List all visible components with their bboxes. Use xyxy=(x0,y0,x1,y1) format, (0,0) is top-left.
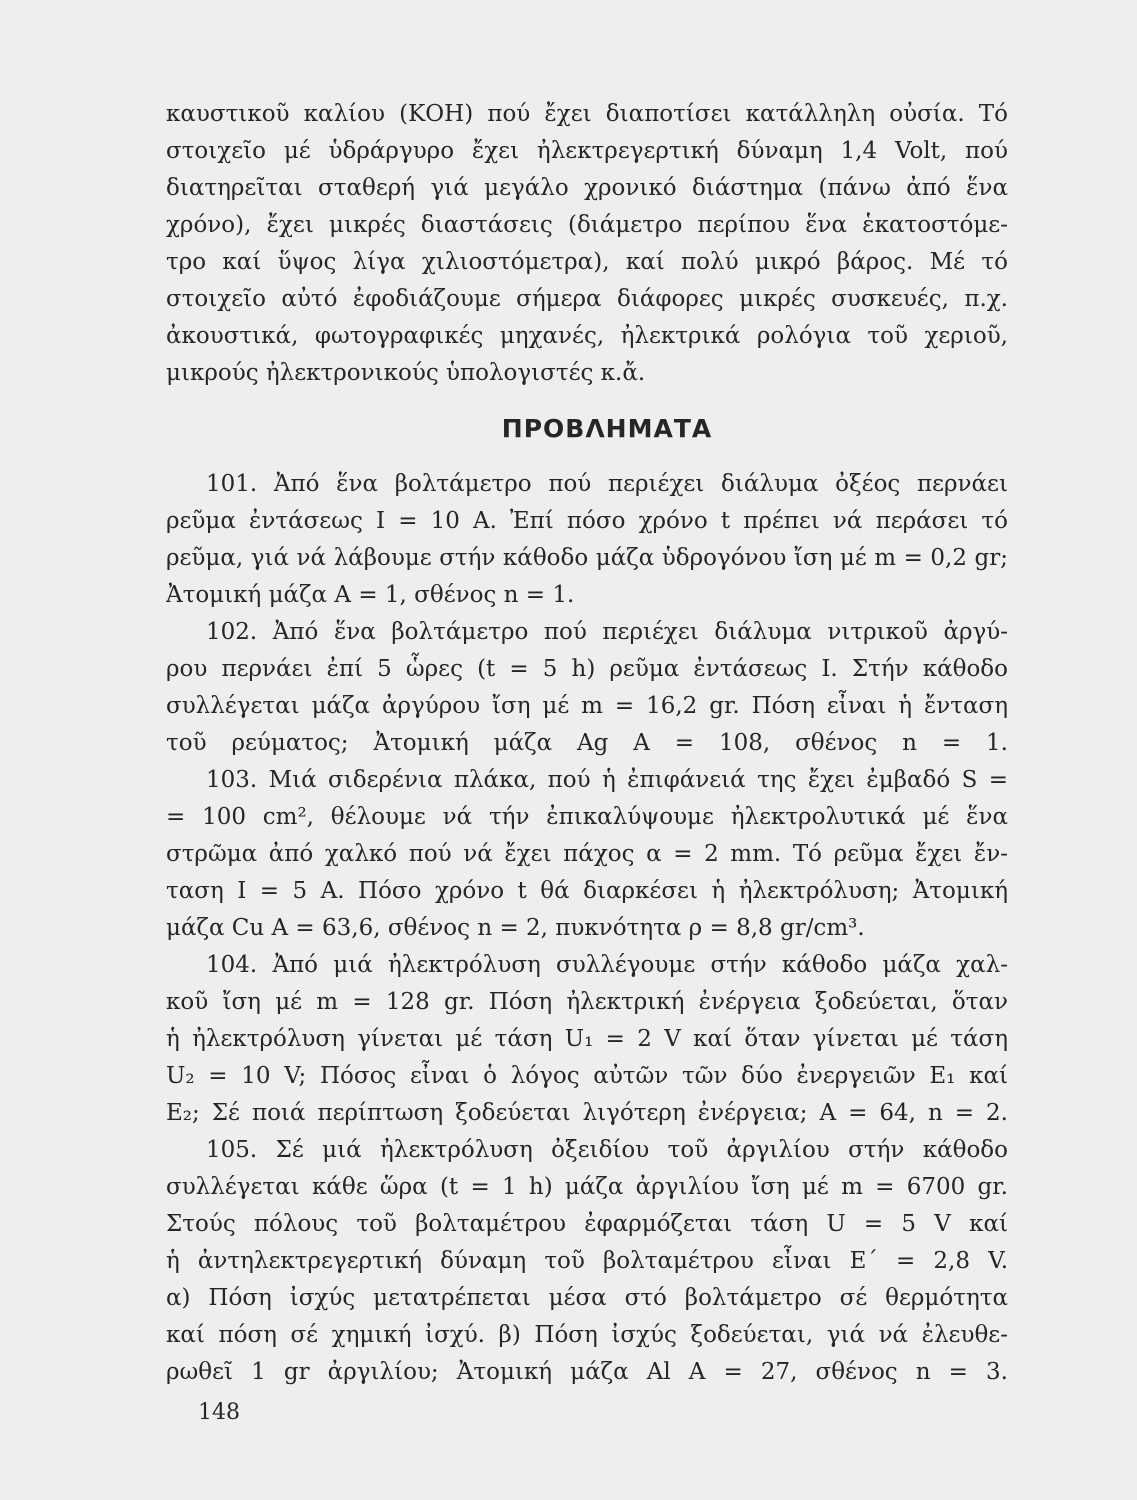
text-line: χρόνο), ἔχει μικρές διαστάσεις (διάμετρο περίπου ἕνα ἑκατοστόμε- xyxy=(166,212,1008,238)
problem-105 xyxy=(166,1132,1008,1391)
problem-102 xyxy=(166,614,1008,762)
text-line: μικρούς ἠλεκτρονικούς ὑπολογιστές κ.ἄ. xyxy=(166,360,646,386)
text-line: ρου περνάει ἐπί 5 ὧρες (t = 5 h) ρεῦμα ἐντάσεως I. Στήν κάθοδο xyxy=(166,656,1008,682)
text-line: 105. Σέ μιά ἠλεκτρόλυση ὀξειδίου τοῦ ἀργιλίου στήν κάθοδο xyxy=(206,1137,1008,1163)
text-line: συλλέγεται μάζα ἀργύρου ἴση μέ m = 16,2 gr. Πόση εἶναι ἡ ἔνταση xyxy=(166,693,1008,719)
text-line: ρεῦμα ἐντάσεως I = 10 A. Ἐπί πόσο χρόνο t πρέπει νά περάσει τό xyxy=(166,508,1008,534)
page-number: 148 xyxy=(198,1400,240,1425)
text-line: τοῦ ρεύματος; Ἀτομική μάζα Ag A = 108, σθένος n = 1. xyxy=(166,730,1008,756)
text-line: α) Πόση ἰσχύς μετατρέπεται μέσα στό βολτάμετρο σέ θερμότητα xyxy=(166,1285,1008,1311)
text-line: ρωθεῖ 1 gr ἀργιλίου; Ἀτομική μάζα Al A = 27, σθένος n = 3. xyxy=(166,1359,1008,1385)
intro-paragraph xyxy=(166,96,1008,392)
text-block xyxy=(166,96,1008,1391)
text-line: μάζα Cu A = 63,6, σθένος n = 2, πυκνότητα ρ = 8,8 gr/cm³. xyxy=(166,915,865,941)
text-line: στρῶμα ἀπό χαλκό πού νά ἔχει πάχος α = 2 mm. Τό ρεῦμα ἔχει ἔν- xyxy=(166,841,1008,867)
text-line: 103. Μιά σιδερένια πλάκα, πού ἡ ἐπιφάνειά της ἔχει ἐμβαδό S = xyxy=(206,767,1008,793)
text-line: ἡ ἀντηλεκτρεγερτική δύναμη τοῦ βολταμέτρου εἶναι E΄ = 2,8 V. xyxy=(166,1248,1008,1274)
text-line: Στούς πόλους τοῦ βολταμέτρου ἐφαρμόζεται τάση U = 5 V καί xyxy=(166,1211,1008,1237)
problem-104 xyxy=(166,947,1008,1132)
problem-101 xyxy=(166,466,1008,614)
text-line: ρεῦμα, γιά νά λάβουμε στήν κάθοδο μάζα ὑδρογόνου ἴση μέ m = 0,2 gr; xyxy=(166,545,1008,571)
text-line: τρο καί ὕψος λίγα χιλιοστόμετρα), καί πολύ μικρό βάρος. Μέ τό xyxy=(166,249,1008,275)
problem-103 xyxy=(166,762,1008,947)
text-line: ταση I = 5 A. Πόσο χρόνο t θά διαρκέσει ἡ ἠλεκτρόλυση; Ἀτομική xyxy=(166,878,1008,904)
text-line: 104. Ἀπό μιά ἠλεκτρόλυση συλλέγουμε στήν κάθοδο μάζα χαλ- xyxy=(206,952,1008,978)
section-heading: ΠΡΟΒΛΗΜΑΤΑ xyxy=(501,414,713,443)
text-line: καί πόση σέ χημική ἰσχύ. β) Πόση ἰσχύς ξοδεύεται, γιά νά ἐλευθε- xyxy=(166,1322,1008,1348)
text-line: U₂ = 10 V; Πόσος εἶναι ὁ λόγος αὐτῶν τῶν δύο ἐνεργειῶν E₁ καί xyxy=(166,1063,1008,1089)
text-line: κοῦ ἴση μέ m = 128 gr. Πόση ἠλεκτρική ἐνέργεια ξοδεύεται, ὅταν xyxy=(166,989,1008,1015)
text-line: = 100 cm², θέλουμε νά τήν ἐπικαλύψουμε ἠλεκτρολυτικά μέ ἕνα xyxy=(166,804,1008,830)
text-line: καυστικοῦ καλίου (ΚΟΗ) πού ἔχει διαποτίσει κατάλληλη οὐσία. Τό xyxy=(166,101,1008,127)
text-line: ἀκουστικά, φωτογραφικές μηχανές, ἠλεκτρικά ρολόγια τοῦ χεριοῦ, xyxy=(166,323,1008,349)
text-line: E₂; Σέ ποιά περίπτωση ξοδεύεται λιγότερη ἐνέργεια; A = 64, n = 2. xyxy=(166,1100,1008,1126)
text-line: στοιχεῖο μέ ὑδράργυρο ἔχει ἠλεκτρεγερτική δύναμη 1,4 Volt, πού xyxy=(166,138,1008,164)
text-line: 101. Ἀπό ἕνα βολτάμετρο πού περιέχει διάλυμα ὀξέος περνάει xyxy=(206,471,1008,497)
text-line: συλλέγεται κάθε ὥρα (t = 1 h) μάζα ἀργιλίου ἴση μέ m = 6700 gr. xyxy=(166,1174,1008,1200)
text-line: στοιχεῖο αὐτό ἐφοδιάζουμε σήμερα διάφορες μικρές συσκευές, π.χ. xyxy=(166,286,1008,312)
text-line: διατηρεῖται σταθερή γιά μεγάλο χρονικό διάστημα (πάνω ἀπό ἕνα xyxy=(166,175,1008,201)
text-line: 102. Ἀπό ἕνα βολτάμετρο πού περιέχει διάλυμα νιτρικοῦ ἀργύ- xyxy=(206,619,1008,645)
text-line: ἡ ἠλεκτρόλυση γίνεται μέ τάση U₁ = 2 V καί ὅταν γίνεται μέ τάση xyxy=(166,1026,1008,1052)
text-line: Ἀτομική μάζα A = 1, σθένος n = 1. xyxy=(166,582,575,608)
